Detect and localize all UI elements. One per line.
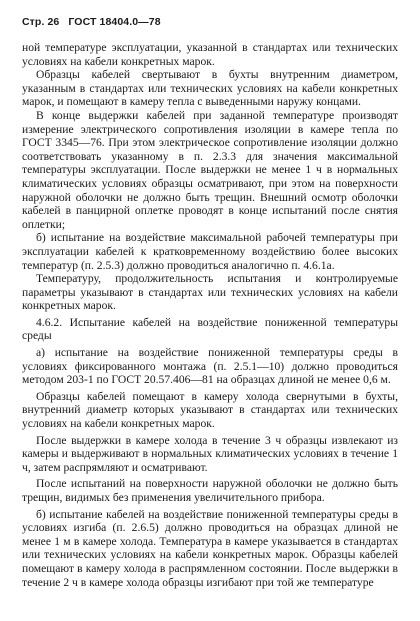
page-header xyxy=(22,14,398,30)
document-body xyxy=(22,41,398,589)
page-number: Стр. 26 xyxy=(22,16,60,28)
paragraph-insulation-resistance: В конце выдержки кабелей при заданной температуре производят измерение электрического сопротивления изоляции в камере тепла по ГОСТ 3345—76. При этом электрическое сопротивление изоляции должно соответствовать указанному в п. 2.3.3 для значения максимальной температуры эксплуатации. После выдержки не менее 1 ч в нормальных климатических условиях образцы осматривают, при этом на поверхности наружной оболочки не должно быть трещин. Внешний осмотр оболочки кабелей в панцирной оплетке проводят в конце испытаний после снятия оплетки; xyxy=(22,108,398,231)
paragraph-item-b-max-temperature: б) испытание на воздействие максимальной рабочей температуры при эксплуатации кабелей к кратковременному воздействию более высоких температур (п. 2.5.3) должно проводиться аналогично п. 4.6.1а. xyxy=(22,231,398,272)
document-page xyxy=(22,14,398,589)
paragraph-exposure-3h: После выдержки в камере холода в течение 3 ч образцы извлекают из камеры и выдерживают в нормальных климатических условиях в течение 1 ч, затем распрямляют и осматривают. xyxy=(22,433,398,474)
section-heading-4-6-2: 4.6.2. Испытание кабелей на воздействие пониженной температуры среды xyxy=(22,315,398,343)
paragraph-cold-chamber-coils: Образцы кабелей помещают в камеру холода свернутыми в бухты, внутренний диаметр которых указывают в стандартах или технических условиях на кабели конкретных марок. xyxy=(22,389,398,431)
paragraph-item-a-low-temperature: а) испытание на воздействие пониженной температуры среды в условиях фиксированного монтажа (п. 2.5.1—10) должно проводиться методом 203-1 по ГОСТ 20.57.406—81 на образцах длиной не менее 0,6 м. xyxy=(22,346,398,387)
paragraph-item-b-bending: б) испытание кабелей на воздействие пониженной температуры среды в условиях изгиба (п. 2.6.5) должно проводиться на образцах длиной не менее 1 м в камере холода. Температура в камере указывается в стандартах или технических условиях на кабели конкретных марок. Образцы кабелей помещают в камеру холода в распрямленном состоянии. После выдержки в течение 2 ч в камере холода образцы изгибают при той же температуре xyxy=(22,507,398,589)
paragraph-no-cracks: После испытаний на поверхности наружной оболочки не должно быть трещин, видимых без применения увеличительного прибора. xyxy=(22,477,398,504)
standard-code: ГОСТ 18404.0—78 xyxy=(68,16,161,28)
paragraph-continued: ной температуре эксплуатации, указанной в стандартах или технических условиях на кабели конкретных марок. xyxy=(22,41,398,68)
paragraph-samples-coiled: Образцы кабелей свертывают в бухты внутренним диаметром, указанным в стандартах или технических условиях на кабели конкретных марок, и помещают в камеру тепла с выведенными наружу концами. xyxy=(22,68,398,109)
paragraph-temperature-duration: Температуру, продолжительность испытания и контролируемые параметры указывают в стандартах или технических условиях на кабели конкретных марок. xyxy=(22,272,398,313)
